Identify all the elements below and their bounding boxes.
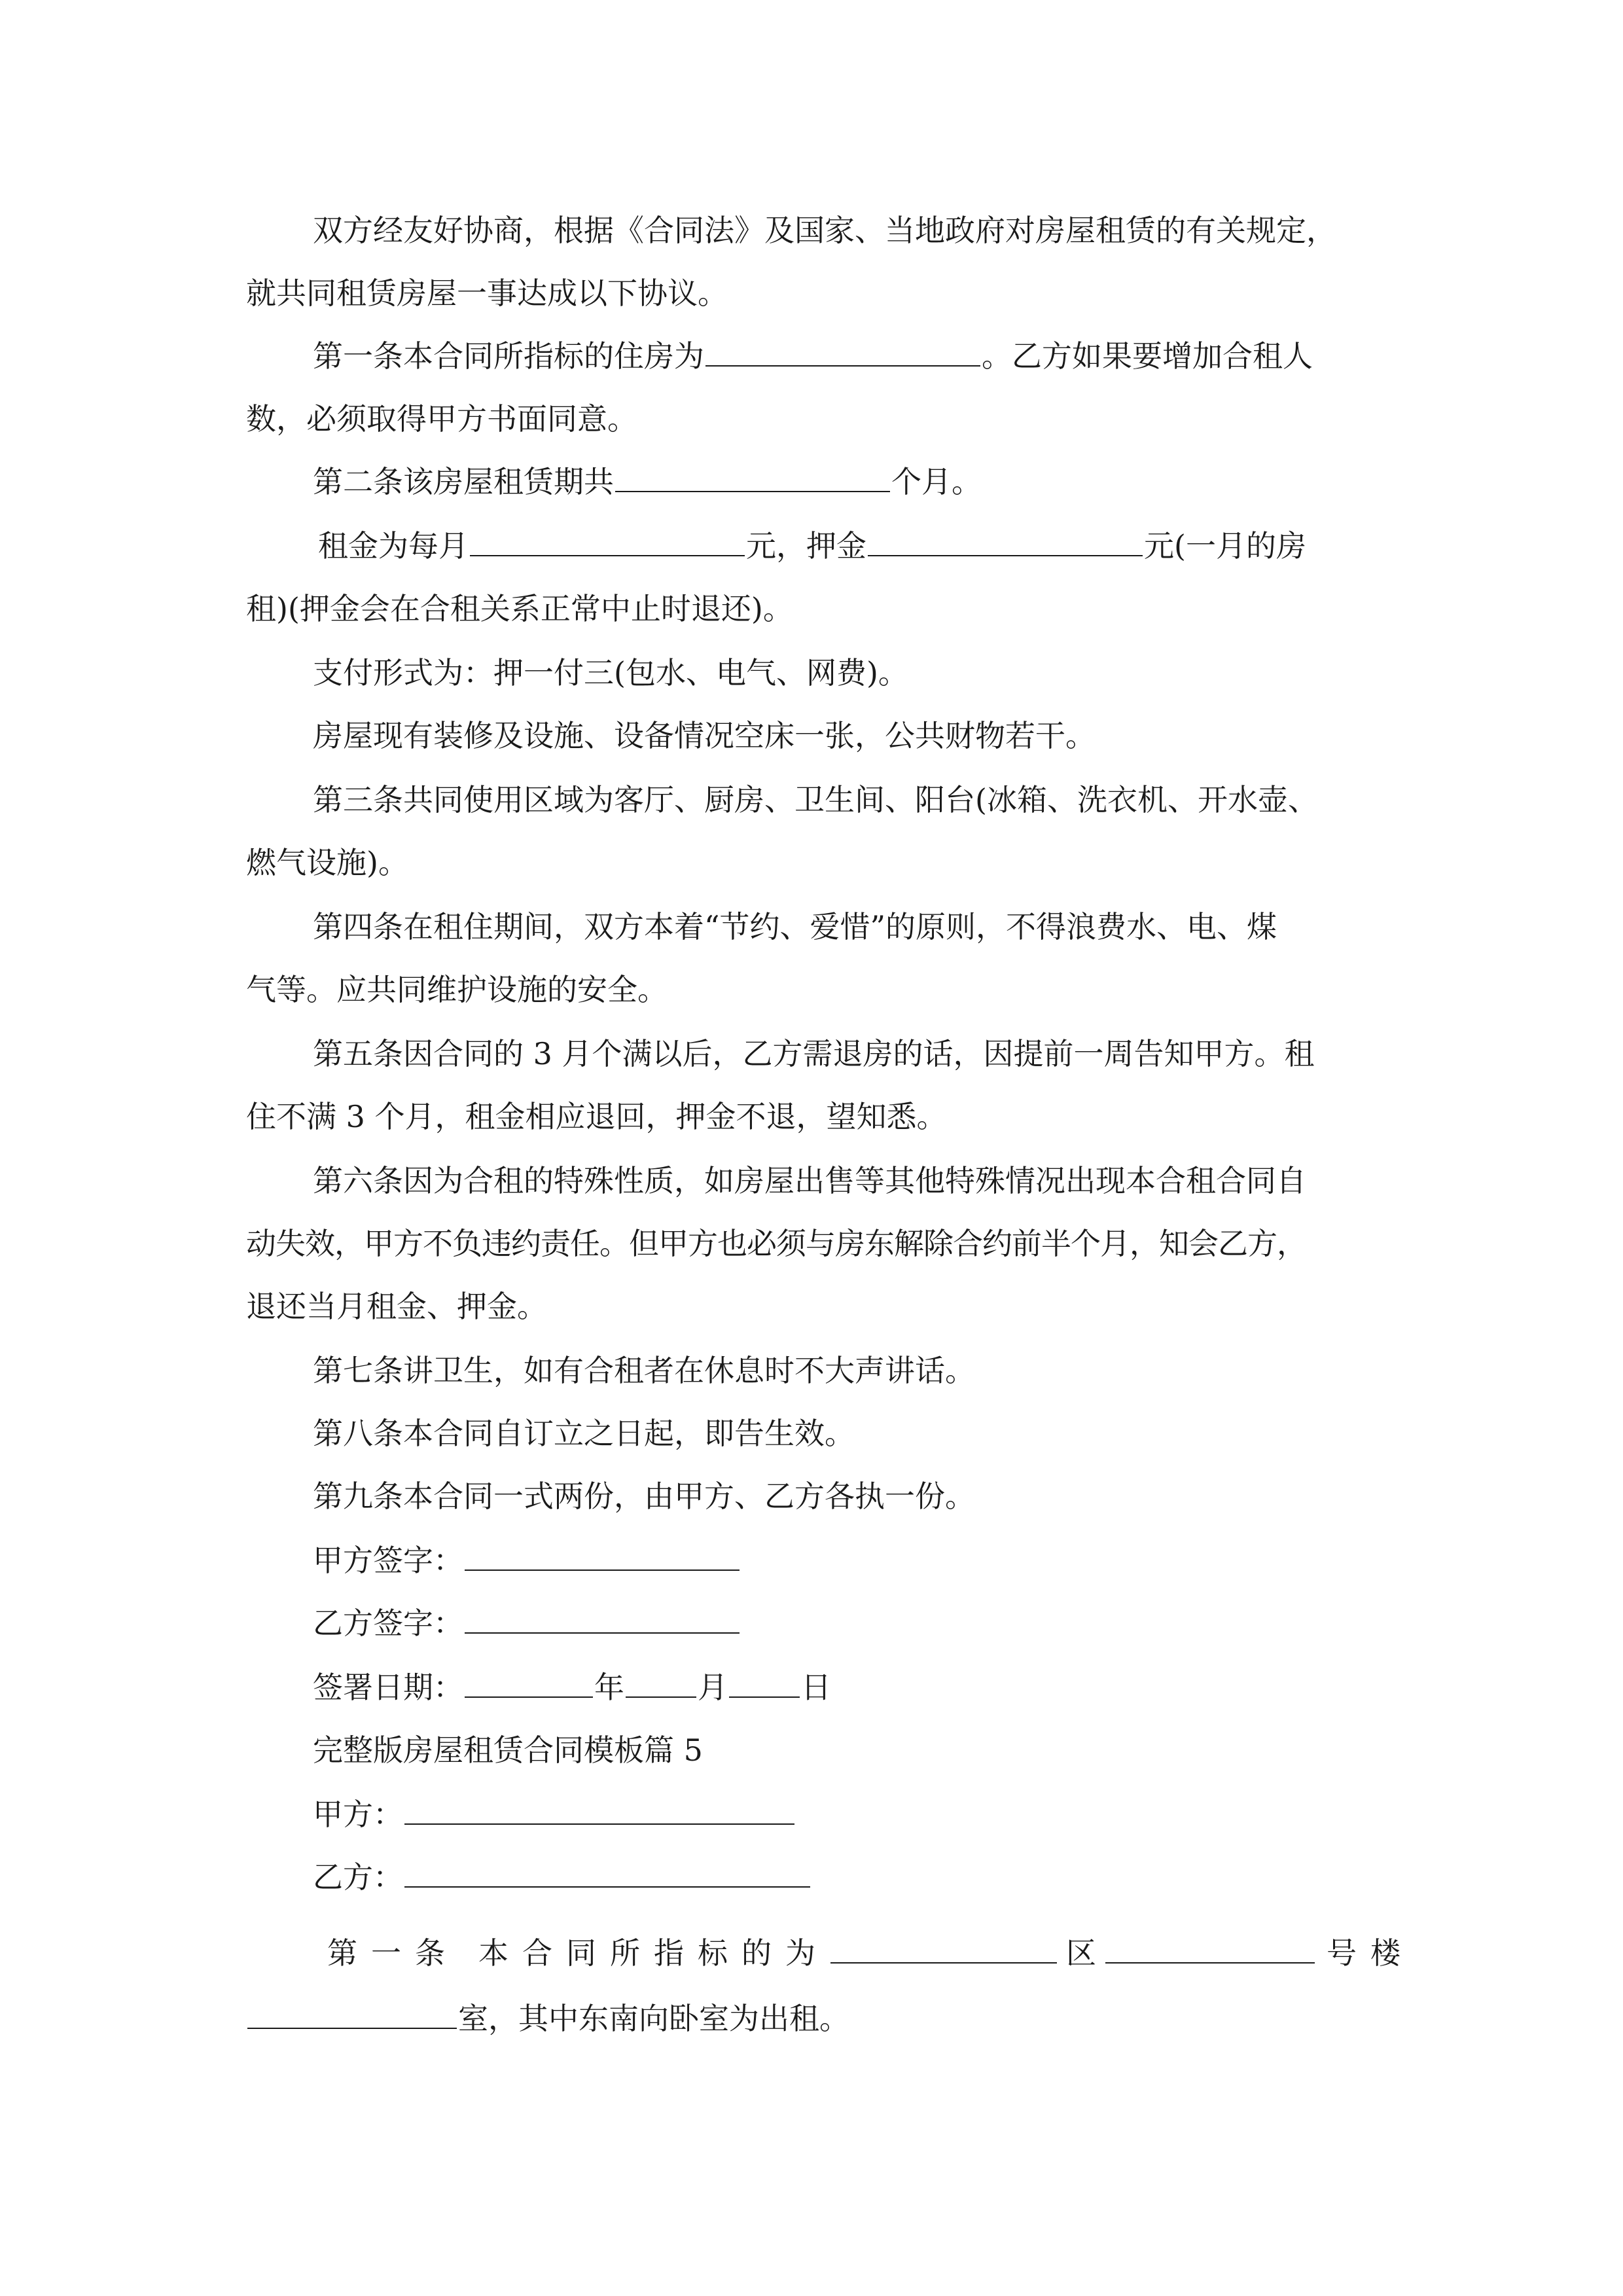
party-a-line: 甲方： (313, 1795, 796, 1834)
article-3-line-1: 第三条共同使用区域为客厅、厨房、卫生间、阳台(冰箱、洗衣机、开水壶、 (313, 782, 1318, 817)
payment-line: 支付形式为：押一付三(包水、电气、网费)。 (313, 655, 908, 691)
article-2-line: 第二条该房屋租赁期共 个月。 (313, 462, 982, 501)
article-5-line-1: 第五条因合同的 3 月个满以后，乙方需退房的话，因提前一周告知甲方。租 (313, 1036, 1315, 1071)
article-6-line-2: 动失效，甲方不负违约责任。但甲方也必须与房东解除合约前半个月，知会乙方， (246, 1226, 1306, 1261)
article-8-line: 第八条本合同自订立之日起，即告生效。 (313, 1416, 855, 1451)
party-a-blank (404, 1795, 794, 1825)
template-title: 完整版房屋租赁合同模板篇 5 (313, 1732, 703, 1768)
intro-line-1: 双方经友好协商，根据《合同法》及国家、当地政府对房屋租赁的有关规定， (313, 213, 1336, 248)
party-b-signature-line: 乙方签字： (313, 1604, 741, 1643)
district-blank (1105, 1933, 1315, 1964)
party-b-line: 乙方： (313, 1857, 812, 1897)
deposit-blank (868, 526, 1143, 556)
intro-line-2: 就共同租赁房屋一事达成以下协议。 (246, 276, 728, 311)
monthly-rent-blank (470, 526, 745, 556)
article-3-line-2: 燃气设施)。 (246, 845, 408, 880)
clause-1-line-1: 第一条 本合同所指标的为 区 号楼 (327, 1933, 1414, 1973)
party-a-signature-blank (465, 1541, 740, 1571)
article-1-line-2: 数，必须取得甲方书面同意。 (246, 401, 637, 437)
signing-date-line: 签署日期： 年 月 日 (313, 1668, 831, 1707)
article-4-line-2: 气等。应共同维护设施的安全。 (246, 972, 668, 1007)
article-4-line-1: 第四条在租住期间，双方本着“节约、爱惜”的原则，不得浪费水、电、煤 (313, 909, 1277, 944)
lease-term-blank (615, 462, 890, 492)
article-1-line-1: 第一条本合同所指标的住房为 。乙方如果要增加合租人 (313, 336, 1313, 376)
article-5-line-2: 住不满 3 个月，租金相应退回，押金不退，望知悉。 (246, 1099, 947, 1134)
rent-line-1: 租金为每月 元，押金 元(一月的房 (318, 526, 1306, 565)
party-b-blank (404, 1857, 810, 1888)
day-blank (729, 1668, 800, 1698)
housing-blank (705, 336, 980, 367)
article-6-line-3: 退还当月租金、押金。 (246, 1289, 547, 1324)
party-a-signature-line: 甲方签字： (313, 1541, 741, 1580)
article-7-line: 第七条讲卫生，如有合租者在休息时不大声讲话。 (313, 1353, 975, 1388)
rent-line-2: 租)(押金会在合租关系正常中止时退还)。 (246, 591, 793, 626)
article-9-line: 第九条本合同一式两份，由甲方、乙方各执一份。 (313, 1479, 975, 1514)
clause-1-line-2: 室，其中东南向卧室为出租。 (246, 1999, 849, 2038)
facilities-line: 房屋现有装修及设施、设备情况空床一张，公共财物若干。 (313, 718, 1096, 753)
article-6-line-1: 第六条因为合租的特殊性质，如房屋出售等其他特殊情况出现本合租合同自 (313, 1163, 1306, 1198)
party-b-signature-blank (465, 1604, 740, 1634)
year-blank (465, 1668, 593, 1698)
month-blank (626, 1668, 696, 1698)
address-blank (830, 1933, 1057, 1964)
room-blank (247, 1999, 457, 2029)
